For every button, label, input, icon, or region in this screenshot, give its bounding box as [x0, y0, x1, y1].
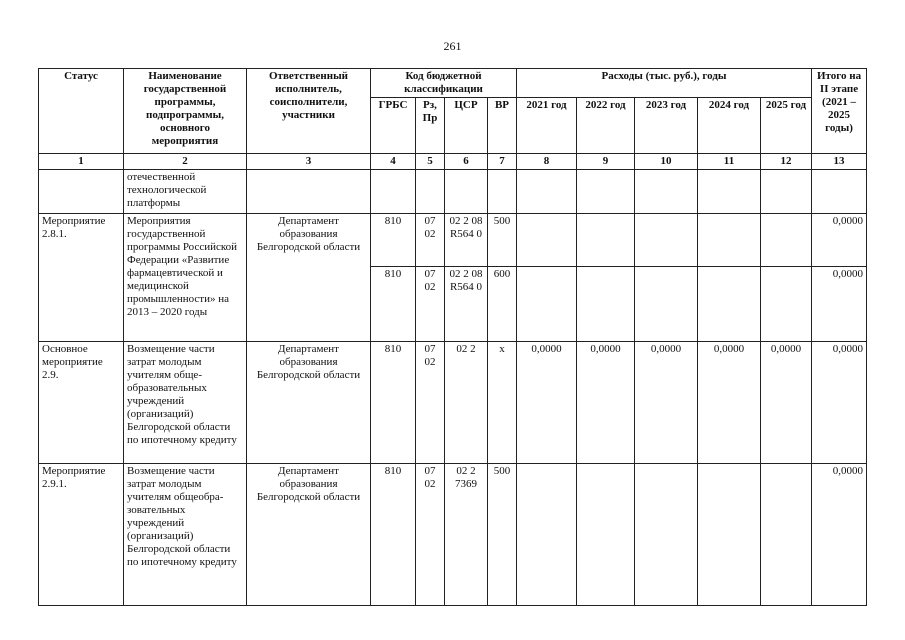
col-number: 4 — [371, 154, 416, 170]
header-name: Наименование государственной программы, подпрограммы, основного мероприятия — [124, 69, 247, 154]
cell-csr: 02 2 — [445, 342, 488, 464]
row-name: Возмещение части затрат молодым учителям обще-образовательных учреждений (организаций) Белгородской области по ипотечному кредиту — [124, 342, 247, 464]
header-2021: 2021 год — [517, 98, 577, 154]
cell-rzpr: 07 02 — [416, 214, 445, 267]
cell-2022: 0,0000 — [577, 342, 635, 464]
table-row — [39, 342, 867, 464]
row-responsible: Департамент образования Белгородской области — [247, 464, 371, 606]
cell-total: 0,0000 — [812, 464, 867, 606]
header-2022: 2022 год — [577, 98, 635, 154]
cell-grbs: 810 — [371, 267, 416, 342]
header-total: Итого на II этапе (2021 – 2025 годы) — [812, 69, 867, 154]
col-number: 5 — [416, 154, 445, 170]
cell-grbs: 810 — [371, 342, 416, 464]
cell-csr: 02 2 08 R564 0 — [445, 214, 488, 267]
col-number: 8 — [517, 154, 577, 170]
header-csr: ЦСР — [445, 98, 488, 154]
column-numbers-row — [39, 154, 867, 170]
continuation-name: отечественной технологической платформы — [124, 170, 247, 214]
row-name: Мероприятия государственной программы Российской Федерации «Развитие фармацевтической и медицинской промышленности» на 2013 – 2020 годы — [124, 214, 247, 342]
header-grbs: ГРБС — [371, 98, 416, 154]
cell-vr: 600 — [488, 267, 517, 342]
col-number: 1 — [39, 154, 124, 170]
cell-rzpr: 07 02 — [416, 342, 445, 464]
row-name: Возмещение части затрат молодым учителям общеобра-зовательных учреждений (организаций) Белгородской области по ипотечному кредиту — [124, 464, 247, 606]
col-number: 12 — [761, 154, 812, 170]
row-responsible: Департамент образования Белгородской области — [247, 214, 371, 342]
cell-2023: 0,0000 — [635, 342, 698, 464]
cell-csr: 02 2 08 R564 0 — [445, 267, 488, 342]
header-rzpr: Рз, Пр — [416, 98, 445, 154]
table-row — [39, 464, 867, 606]
cell-vr: 500 — [488, 214, 517, 267]
cell-grbs: 810 — [371, 214, 416, 267]
col-number: 10 — [635, 154, 698, 170]
cell-vr: 500 — [488, 464, 517, 606]
row-status: Основное мероприятие 2.9. — [39, 342, 124, 464]
budget-table — [38, 68, 867, 606]
cell-total: 0,0000 — [812, 267, 867, 342]
cell-grbs: 810 — [371, 464, 416, 606]
page-number: 261 — [443, 39, 462, 53]
cell-total: 0,0000 — [812, 214, 867, 267]
col-number: 2 — [124, 154, 247, 170]
header-status: Статус — [39, 69, 124, 154]
header-vr: ВР — [488, 98, 517, 154]
cell-rzpr: 07 02 — [416, 267, 445, 342]
table-row — [39, 214, 867, 267]
row-responsible: Департамент образования Белгородской области — [247, 342, 371, 464]
cell-vr: х — [488, 342, 517, 464]
header-expenses: Расходы (тыс. руб.), годы — [517, 69, 812, 98]
header-2024: 2024 год — [698, 98, 761, 154]
col-number: 3 — [247, 154, 371, 170]
table-row — [39, 170, 867, 214]
header-budget-code: Код бюджетной классификации — [371, 69, 517, 98]
cell-csr: 02 2 7369 — [445, 464, 488, 606]
header-2023: 2023 год — [635, 98, 698, 154]
cell-total: 0,0000 — [812, 342, 867, 464]
col-number: 13 — [812, 154, 867, 170]
row-status: Мероприятие 2.8.1. — [39, 214, 124, 342]
cell-2024: 0,0000 — [698, 342, 761, 464]
col-number: 7 — [488, 154, 517, 170]
col-number: 11 — [698, 154, 761, 170]
col-number: 6 — [445, 154, 488, 170]
cell-2025: 0,0000 — [761, 342, 812, 464]
col-number: 9 — [577, 154, 635, 170]
row-status: Мероприятие 2.9.1. — [39, 464, 124, 606]
cell-2021: 0,0000 — [517, 342, 577, 464]
header-responsible: Ответственный исполнитель, соисполнители, участники — [247, 69, 371, 154]
cell-rzpr: 07 02 — [416, 464, 445, 606]
header-2025: 2025 год — [761, 98, 812, 154]
